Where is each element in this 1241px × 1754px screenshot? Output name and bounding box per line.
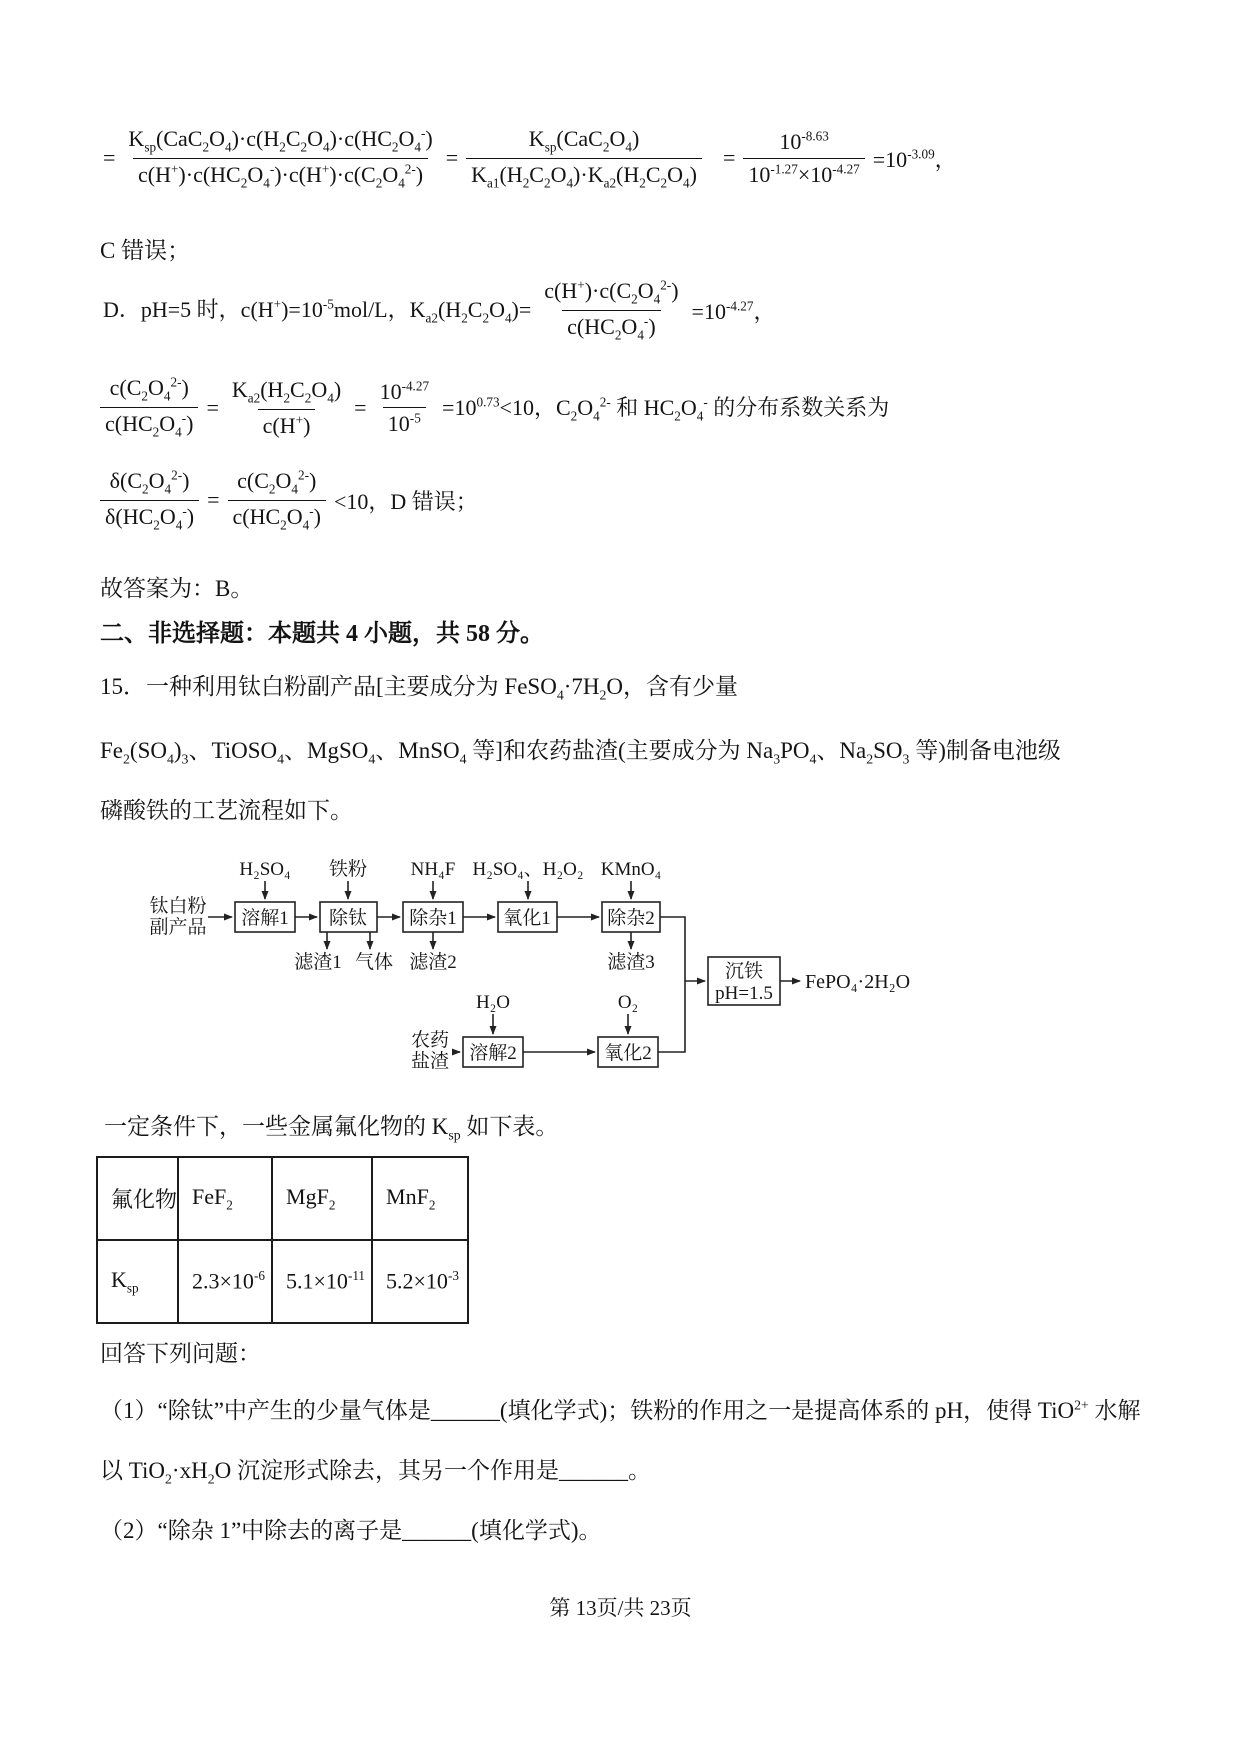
waste-label: 滤渣2 bbox=[409, 952, 457, 973]
table-cell: $5.2\times 10^{-3}$ bbox=[372, 1240, 468, 1323]
table-header-cell: FeF$_2$ bbox=[178, 1157, 272, 1240]
fraction-denominator: $\delta(HC_2O_4^-)$ bbox=[100, 500, 199, 534]
reagent-label: 铁粉 bbox=[328, 859, 368, 880]
equals-sign: = bbox=[722, 145, 736, 170]
equation-line-1 bbox=[100, 108, 960, 208]
process-box-label: 沉铁 bbox=[724, 961, 764, 982]
process-box-label: 除杂2 bbox=[607, 908, 655, 929]
equals-sign: = bbox=[207, 487, 220, 512]
feed-material-label: 副产品 bbox=[149, 917, 207, 938]
fraction-denominator: $c(H^+)\cdot c(HC_2O_4^-)\cdot c(H^+)\cdot c(C_2O_4^{2-})$ bbox=[133, 158, 428, 192]
q15-stem-line1: 15．一种利用钛白粉副产品[主要成分为 $FeSO_4\cdot 7H_2O$，含有少量 bbox=[100, 674, 739, 703]
fraction bbox=[100, 374, 198, 441]
feed-material-label: 农药 bbox=[410, 1030, 450, 1051]
reagent-label: O₂ bbox=[617, 992, 639, 1013]
feed-material-label: 盐渣 bbox=[410, 1051, 450, 1072]
equation-tail: <10，D 错误； bbox=[333, 488, 478, 514]
process-flow-diagram bbox=[0, 848, 1040, 1100]
table-cell: $K_{sp}$ bbox=[97, 1240, 178, 1323]
equals-sign: = bbox=[206, 394, 219, 420]
fraction bbox=[123, 125, 437, 192]
process-box-label: 除钛 bbox=[328, 908, 368, 929]
table-intro: 一定条件下，一些金属氟化物的 $K_{sp}$ 如下表。 bbox=[104, 1114, 559, 1143]
process-box-label: 除杂1 bbox=[409, 908, 457, 929]
equation-tail: $=10^{0.73}<10$，$C_2O_4^{2-}$ 和 $HC_2O_4^-$ 的分布系数关系为 bbox=[442, 394, 890, 424]
fraction bbox=[539, 277, 683, 344]
statement-c-wrong: C 错误； bbox=[100, 238, 191, 263]
waste-label: 气体 bbox=[354, 952, 394, 973]
equation-tail: $=10^{-3.09}$， bbox=[872, 146, 957, 172]
equals-sign: = bbox=[103, 145, 116, 170]
equation-tail: $=10^{-4.27}$， bbox=[691, 298, 776, 324]
table-header-cell: 氟化物 bbox=[97, 1157, 178, 1240]
question-2: （2）“除杂 1”中除去的离子是______(填化学式)。 bbox=[100, 1518, 602, 1543]
equation-line-ratio bbox=[100, 360, 892, 455]
question-1-line1: （1）“除钛”中产生的少量气体是______(填化学式)；铁粉的作用之一是提高体系的 pH，使得 TiO$^{2+}$ 水解 bbox=[100, 1397, 1141, 1423]
fraction bbox=[227, 376, 346, 439]
product-label: FePO₄·2H₂O bbox=[805, 971, 911, 993]
fraction-numerator: $K_{sp}(CaC_2O_4)$ bbox=[528, 125, 640, 154]
fraction-denominator: $10^{-1.27}\times 10^{-4.27}$ bbox=[743, 158, 864, 189]
feed-material-label: 钛白粉 bbox=[149, 896, 207, 917]
fraction-numerator: $K_{sp}(CaC_2O_4)\cdot c(H_2C_2O_4)\cdot c(HC_2O_4^-)$ bbox=[128, 125, 433, 154]
question-1-line2: 以 $TiO_2\cdot xH_2O$ 沉淀形式除去，其另一个作用是______。 bbox=[100, 1458, 651, 1487]
process-box-label: 氧化2 bbox=[604, 1043, 652, 1064]
fraction-numerator: $c(H^+)\cdot c(C_2O_4^{2-})$ bbox=[544, 277, 679, 306]
fraction-denominator: c(H+) bbox=[258, 409, 316, 440]
fraction-denominator: $c(HC_2O_4^-)$ bbox=[562, 310, 660, 344]
table-header-cell: MgF$_2$ bbox=[272, 1157, 372, 1240]
equation-lead: D．pH=5 时，$c(H^+)=10^{-5}mol/L$，$K_{a2}(H_2C_2O_4)=$ bbox=[103, 296, 532, 326]
q15-stem-line2: $Fe_2(SO_4)_3$、TiOSO$_4$、MgSO$_4$、MnSO$_4$ 等]和农药盐渣(主要成分为 $Na_3PO_4$、$Na_2SO_3$ 等)制备电池级 bbox=[100, 738, 1061, 767]
fraction-denominator: $c(HC_2O_4^-)$ bbox=[100, 407, 198, 441]
fraction-numerator: $K_{a2}(H_2C_2O_4)$ bbox=[231, 376, 342, 406]
reagent-label: H₂SO₄、H₂O₂ bbox=[472, 859, 584, 880]
fraction bbox=[743, 128, 864, 188]
fraction bbox=[228, 467, 326, 534]
waste-label: 滤渣1 bbox=[294, 952, 342, 973]
q15-stem-line3: 磷酸铁的工艺流程如下。 bbox=[100, 798, 353, 823]
equals-sign: = bbox=[354, 394, 367, 420]
process-box-label: pH=1.5 bbox=[715, 983, 773, 1004]
questions-prompt: 回答下列问题： bbox=[100, 1341, 261, 1366]
fraction-numerator: $10^{-8.63}$ bbox=[779, 128, 829, 154]
fraction bbox=[466, 125, 702, 192]
fraction bbox=[100, 467, 199, 534]
reagent-label: H₂O bbox=[475, 992, 511, 1013]
process-box-label: 溶解2 bbox=[469, 1043, 517, 1064]
equation-line-d bbox=[100, 260, 778, 360]
table-row bbox=[97, 1157, 468, 1240]
table-cell: $2.3\times 10^{-6}$ bbox=[178, 1240, 272, 1323]
ksp-table bbox=[96, 1156, 469, 1324]
process-box-label: 溶解1 bbox=[241, 908, 289, 929]
reagent-label: NH₄F bbox=[410, 859, 456, 880]
fraction-numerator: $c(C_2O_4^{2-})$ bbox=[237, 467, 317, 496]
fraction-denominator: $10^{-5}$ bbox=[383, 407, 426, 438]
answer-conclusion: 故答案为：B。 bbox=[100, 576, 254, 601]
reagent-label: KMnO₄ bbox=[600, 859, 662, 880]
table-row bbox=[97, 1240, 468, 1323]
fraction-denominator: $K_{a1}(H_2C_2O_4)\cdot K_{a2}(H_2C_2O_4)$ bbox=[466, 158, 702, 192]
table-cell: $5.1\times 10^{-11}$ bbox=[272, 1240, 372, 1323]
page-footer: 第 13页/共 23页 bbox=[549, 1596, 692, 1620]
fraction-denominator: $c(HC_2O_4^-)$ bbox=[228, 500, 326, 534]
process-box-label: 氧化1 bbox=[503, 908, 551, 929]
reagent-label: H₂SO₄ bbox=[239, 859, 291, 880]
table-header-cell: MnF$_2$ bbox=[372, 1157, 468, 1240]
fraction-numerator: $c(C_2O_4^{2-})$ bbox=[109, 374, 189, 404]
fraction bbox=[375, 378, 434, 438]
fraction-numerator: $10^{-4.27}$ bbox=[379, 378, 430, 404]
equals-sign: = bbox=[445, 145, 459, 170]
fraction-numerator: $\delta(C_2O_4^{2-})$ bbox=[109, 467, 190, 496]
equation-line-delta bbox=[100, 450, 481, 550]
waste-label: 滤渣3 bbox=[607, 952, 655, 973]
section-header: 二、非选择题：本题共 4 小题，共 58 分。 bbox=[100, 621, 544, 647]
